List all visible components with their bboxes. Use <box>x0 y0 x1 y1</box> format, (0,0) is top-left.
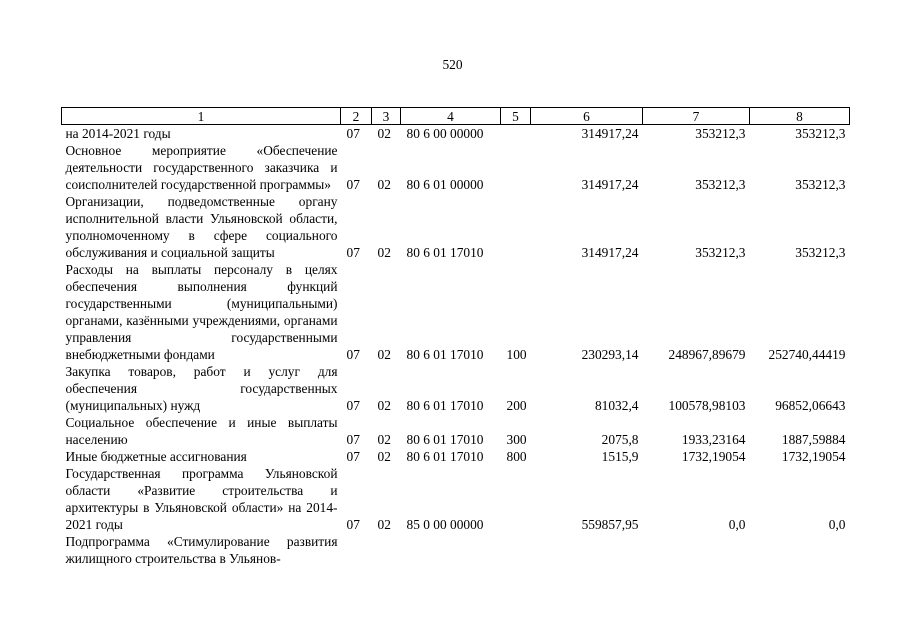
table-row <box>62 125 850 143</box>
row-expense-type: 800 <box>506 449 527 464</box>
table-row <box>62 193 850 261</box>
row-target-code: 80 6 01 17010 <box>406 347 484 362</box>
row-subsection: 02 <box>377 449 391 464</box>
row-value-7: 100578,98103 <box>668 398 746 413</box>
row-section: 07 <box>346 398 360 413</box>
row-subsection: 02 <box>377 398 391 413</box>
row-value-7: 1732,19054 <box>681 449 746 464</box>
row-value-8: 0,0 <box>828 517 846 532</box>
row-subsection: 02 <box>377 177 391 192</box>
row-value-7: 353212,3 <box>695 177 746 192</box>
row-section: 07 <box>346 432 360 447</box>
row-expense-type: 300 <box>506 432 527 447</box>
row-value-8: 96852,06643 <box>775 398 846 413</box>
row-subsection: 02 <box>377 347 391 362</box>
header-col-6: 6 <box>531 108 643 125</box>
row-name: Организации, подведомственные органу исполнительной власти Ульяновской области, уполномоченному в сфере социального обслуживания и социальной защиты <box>65 194 338 260</box>
row-expense-type <box>501 142 531 193</box>
row-expense-type <box>501 193 531 261</box>
table-row <box>62 414 850 448</box>
row-value-8: 353212,3 <box>795 245 846 260</box>
row-subsection: 02 <box>377 126 391 141</box>
row-value-8 <box>750 533 850 567</box>
row-target-code: 80 6 01 00000 <box>406 177 484 192</box>
row-expense-type <box>501 125 531 143</box>
table-row <box>62 465 850 533</box>
page-number: 520 <box>442 57 463 72</box>
row-value-6: 314917,24 <box>581 177 639 192</box>
row-target-code: 80 6 01 17010 <box>406 432 484 447</box>
row-section: 07 <box>346 449 360 464</box>
row-name: Государственная программа Ульяновской области «Развитие строительства и архитектуры в Ульяновской области» на 2014-2021 годы <box>65 466 338 532</box>
header-col-1: 1 <box>62 108 341 125</box>
row-expense-type <box>501 533 531 567</box>
row-value-8: 353212,3 <box>795 177 846 192</box>
row-expense-type <box>501 465 531 533</box>
row-value-6: 81032,4 <box>594 398 639 413</box>
header-col-3: 3 <box>372 108 401 125</box>
header-col-5: 5 <box>501 108 531 125</box>
table-row <box>62 363 850 414</box>
row-section: 07 <box>346 245 360 260</box>
row-value-7: 353212,3 <box>695 245 746 260</box>
table-row <box>62 261 850 363</box>
row-target-code: 80 6 00 00000 <box>406 126 484 141</box>
row-value-6: 1515,9 <box>601 449 639 464</box>
row-target-code <box>401 533 501 567</box>
row-value-7: 1933,23164 <box>681 432 746 447</box>
row-section <box>341 533 372 567</box>
row-value-8: 1887,59884 <box>781 432 846 447</box>
row-value-6: 314917,24 <box>581 245 639 260</box>
row-value-6: 559857,95 <box>581 517 639 532</box>
header-col-7: 7 <box>643 108 750 125</box>
row-section: 07 <box>346 177 360 192</box>
row-value-8: 252740,44419 <box>768 347 846 362</box>
row-target-code: 85 0 00 00000 <box>406 517 484 532</box>
row-value-6: 314917,24 <box>581 126 639 141</box>
row-value-8: 353212,3 <box>795 126 846 141</box>
row-target-code: 80 6 01 17010 <box>406 398 484 413</box>
row-value-8: 1732,19054 <box>781 449 846 464</box>
budget-table <box>61 107 850 567</box>
row-subsection: 02 <box>377 517 391 532</box>
row-expense-type: 200 <box>506 398 527 413</box>
row-section: 07 <box>346 126 360 141</box>
row-subsection: 02 <box>377 432 391 447</box>
row-value-6: 2075,8 <box>601 432 639 447</box>
row-expense-type: 100 <box>506 347 527 362</box>
row-name: на 2014-2021 годы <box>65 126 171 141</box>
row-subsection <box>372 533 401 567</box>
row-name: Иные бюджетные ассигнования <box>65 449 247 464</box>
header-col-2: 2 <box>341 108 372 125</box>
row-value-7 <box>643 533 750 567</box>
row-value-6: 230293,14 <box>581 347 639 362</box>
row-name: Закупка товаров, работ и услуг для обеспечения государственных (муниципальных) нужд <box>65 364 338 413</box>
row-name: Социальное обеспечение и иные выплаты населению <box>65 415 338 447</box>
row-value-6 <box>531 533 643 567</box>
table-row <box>62 448 850 465</box>
row-section: 07 <box>346 347 360 362</box>
row-target-code: 80 6 01 17010 <box>406 449 484 464</box>
row-name: Подпрограмма «Стимулирование развития жилищного строительства в Ульянов- <box>65 534 338 566</box>
row-name: Основное мероприятие «Обеспечение деятельности государственного заказчика и соисполнителей государственной программы» <box>65 143 338 192</box>
row-value-7: 353212,3 <box>695 126 746 141</box>
row-value-7: 248967,89679 <box>668 347 746 362</box>
row-name: Расходы на выплаты персоналу в целях обеспечения выполнения функций государственными (муниципальными) органами, казёнными учреждениями, органами управления государственными внебюджетными фондами <box>65 262 338 362</box>
header-col-8: 8 <box>750 108 850 125</box>
row-value-7: 0,0 <box>728 517 746 532</box>
table-row <box>62 533 850 567</box>
header-row <box>62 108 850 125</box>
row-target-code: 80 6 01 17010 <box>406 245 484 260</box>
table-row <box>62 142 850 193</box>
header-col-4: 4 <box>401 108 501 125</box>
row-subsection: 02 <box>377 245 391 260</box>
row-section: 07 <box>346 517 360 532</box>
